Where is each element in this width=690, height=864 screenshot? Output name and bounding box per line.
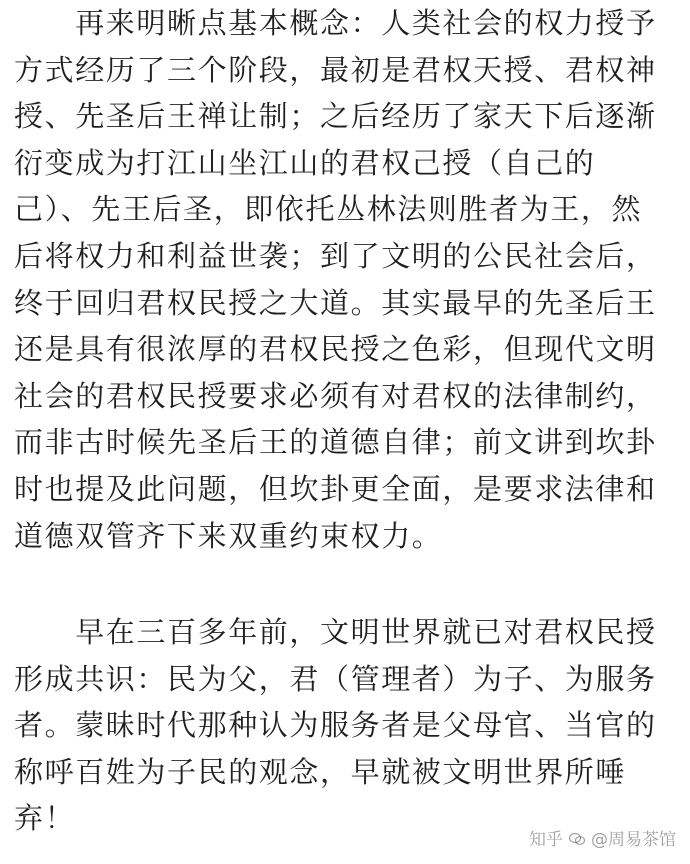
watermark-platform: 知乎: [529, 830, 563, 850]
text-line: 弃！: [14, 801, 76, 836]
text-line: 道德双管齐下来双重约束权力。: [14, 518, 443, 553]
text-line: 形成共识：民为父，君（管理者）为子、为服务: [14, 661, 657, 696]
text-line: 称呼百姓为子民的观念，早就被文明世界所唾: [14, 754, 627, 789]
text-line: 后将权力和利益世袭；到了文明的公民社会后，: [14, 238, 657, 273]
text-line: 而非古时候先圣后王的道德自律；前文讲到坎卦: [14, 425, 657, 460]
text-line: 再来明晰点基本概念：人类社会的权力授予: [14, 6, 657, 40]
watermark-author: @周易茶馆: [591, 830, 676, 850]
text-line: 早在三百多年前，文明世界就已对君权民授: [14, 615, 657, 649]
paragraph-1: [14, 0, 657, 559]
paragraph-2: [14, 609, 657, 842]
text-line: 者。蒙昧时代那种认为服务者是父母官、当官的: [14, 708, 657, 743]
text-line: 己）、先王后圣，即依托丛林法则胜者为王，然: [14, 192, 643, 227]
text-line: 社会的君权民授要求必须有对君权的法律制约，: [14, 378, 657, 413]
text-line: 授、先圣后王禅让制；之后经历了家天下后逐渐: [14, 99, 657, 134]
text-line: 还是具有很浓厚的君权民授之色彩，但现代文明: [14, 332, 657, 367]
watermark: [529, 825, 676, 850]
text-line: 终于回归君权民授之大道。其实最早的先圣后王: [14, 285, 657, 320]
text-line: 衍变成为打江山坐江山的君权己授（自己的: [14, 145, 596, 180]
wechat-icon: [569, 831, 585, 845]
text-line: 方式经历了三个阶段，最初是君权天授、君权神: [14, 52, 657, 87]
text-line: 时也提及此问题，但坎卦更全面，是要求法律和: [14, 471, 657, 506]
